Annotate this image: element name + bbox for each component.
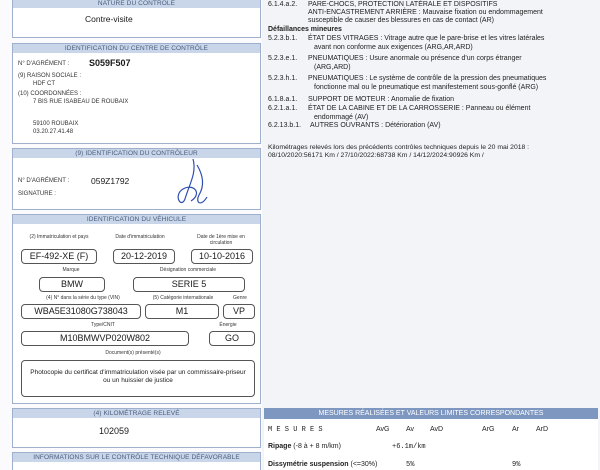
controleur-signature	[163, 155, 223, 213]
left-column	[12, 0, 261, 470]
minor-code: 6.1.8.a.1.	[268, 96, 298, 103]
controleur-agrement-label: N° D'AGRÉMENT :	[18, 178, 70, 184]
energie-caption: Énergie	[219, 322, 237, 328]
energie-field: GO	[209, 331, 255, 346]
immat-field: EF-492-XE (F)	[21, 249, 97, 264]
minor-desc: PNEUMATIQUES : Le système de contrôle de la pression des pneumatiques fonctionne mal ou le pneumatique est manifestement sous-gonflé (ARG)	[308, 75, 547, 91]
defect-code: 6.1.4.a.2.	[268, 1, 298, 8]
minor-desc: SUPPORT DE MOTEUR : Anomalie de fixation	[308, 96, 455, 103]
date-immat-field: 20-12-2019	[113, 249, 175, 264]
defect-subtitle: ANTI-ENCASTREMENT ARRIÈRE : Mauvaise fixation ou endommagement	[308, 9, 543, 16]
right-column	[262, 0, 600, 470]
vehicle-header: IDENTIFICATION DU VÉHICULE	[13, 215, 260, 224]
visit-type: Contre-visite	[85, 14, 133, 24]
type-caption: Type/CNIT	[91, 322, 115, 328]
measures-col-ar: Ar	[512, 426, 519, 433]
ripage-value: +6.1m/km	[392, 443, 426, 451]
history-line-2: 08/10/2020:56171 Km / 27/10/2022:68738 Km / 14/12/2024:90926 Km /	[268, 152, 484, 159]
visit-nature-header: NATURE DU CONTRÔLE	[13, 0, 260, 8]
center-phone: 03.20.27.41.48	[33, 129, 74, 135]
measures-col-ard: ArD	[536, 426, 549, 433]
defect-title: PARE-CHOCS, PROTECTION LATÉRALE ET DISPOSITIFS	[308, 1, 498, 8]
minor-desc: PNEUMATIQUES : Usure anormale ou présence d'un corps étranger (ARG,ARD)	[308, 55, 522, 71]
minor-code: 6.2.13.b.1.	[268, 122, 302, 129]
genre-field: VP	[223, 304, 255, 319]
minor-desc: AUTRES OUVRANTS : Détérioration (AV)	[310, 122, 441, 129]
center-header: IDENTIFICATION DU CENTRE DE CONTRÔLE	[13, 44, 260, 53]
date-immat-caption: Date d'immatriculation	[115, 234, 165, 240]
immat-caption: (2) Immatriculation et pays	[29, 234, 89, 240]
measures-header: MESURES RÉALISÉES ET VALEURS LIMITES CORRESPONDANTES	[264, 408, 598, 419]
measures-table	[264, 419, 598, 470]
controleur-box	[12, 148, 261, 210]
dissym-row: Dissymétrie suspension (<=30%)	[268, 461, 378, 468]
categorie-field: M1	[145, 304, 219, 319]
vin-caption: (4) N° dans la série du type (VIN)	[46, 295, 120, 301]
date-first-field: 10-10-2016	[191, 249, 253, 264]
designation-field: SERIE 5	[133, 277, 245, 292]
minor-desc: ÉTAT DES VITRAGES : Vitrage autre que le pare-brise et les vitres latérales avant non conforme aux exigences (ARG,AR,ARD)	[308, 35, 545, 51]
center-address: 7 BIS RUE ISABEAU DE ROUBAIX	[33, 99, 129, 105]
docs-field: Photocopie du certificat d'immatriculation visée par un commissaire-priseur ou un huissier de justice	[21, 360, 255, 397]
history-line-1: Kilométrages relevés lors des précédents contrôles techniques depuis le 20 mai 2018 :	[268, 144, 530, 151]
minor-code: 5.2.3.e.1.	[268, 55, 298, 62]
vin-field: WBA5E31080G738043	[21, 304, 141, 319]
center-agrement-label: N° D'AGRÉMENT :	[18, 61, 70, 67]
center-raison-label: (9) RAISON SOCIALE :	[18, 73, 82, 79]
measures-col-avd: AvD	[430, 426, 444, 433]
minor-code: 6.2.1.a.1.	[268, 105, 298, 112]
km-header: (4) KILOMÉTRAGE RELEVÉ	[13, 409, 260, 418]
categorie-caption: (5) Catégorie internationale	[152, 295, 214, 301]
center-city: 59100 ROUBAIX	[33, 121, 79, 127]
km-value: 102059	[99, 426, 130, 436]
controleur-header: (9) IDENTIFICATION DU CONTRÔLEUR	[13, 149, 260, 158]
minor-code: 5.2.3.b.1.	[268, 35, 298, 42]
visit-nature-box	[12, 0, 261, 38]
measures-col-avg: AvG	[376, 426, 390, 433]
ripage-row: Ripage (-8 à + 8 m/km)	[268, 443, 341, 450]
center-coord-label: (10) COORDONNÉES :	[18, 91, 82, 97]
info-footer-box	[12, 452, 261, 470]
km-box	[12, 408, 261, 448]
marque-field: BMW	[39, 277, 105, 292]
measures-col-av: Av	[406, 426, 415, 433]
center-box	[12, 43, 261, 144]
date-first-caption: Date de 1ère mise en circulation	[197, 234, 245, 246]
dissym-ar-value: 9%	[512, 461, 521, 469]
minor-code: 5.2.3.h.1.	[268, 75, 298, 82]
type-field: M10BMWVP020W802	[21, 331, 189, 346]
measures-title: M E S U R E S	[268, 426, 323, 434]
minor-defects-title: Défaillances mineures	[268, 26, 342, 33]
dissym-av-value: 5%	[406, 461, 415, 469]
vehicle-box	[12, 214, 261, 404]
minor-desc: ÉTAT DE LA CABINE ET DE LA CARROSSERIE : Panneau ou élément endommagé (AV)	[308, 105, 531, 121]
info-footer-header: INFORMATIONS SUR LE CONTRÔLE TECHNIQUE DÉFAVORABLE	[13, 453, 260, 462]
genre-caption: Genre	[233, 295, 247, 301]
controleur-agrement-value: 059Z1792	[91, 176, 130, 186]
designation-caption: Désignation commerciale	[159, 267, 217, 273]
center-raison-value: HDF CT	[33, 81, 55, 87]
measures-col-arg: ArG	[482, 426, 495, 433]
defect-detail: susceptible de causer des blessures en cas de contact (AR)	[308, 17, 494, 24]
controleur-signature-label: SIGNATURE :	[18, 191, 56, 197]
marque-caption: Marque	[62, 267, 80, 273]
center-agrement-value: S059F507	[89, 58, 131, 68]
docs-caption: Document(s) présenté(s)	[105, 350, 161, 356]
